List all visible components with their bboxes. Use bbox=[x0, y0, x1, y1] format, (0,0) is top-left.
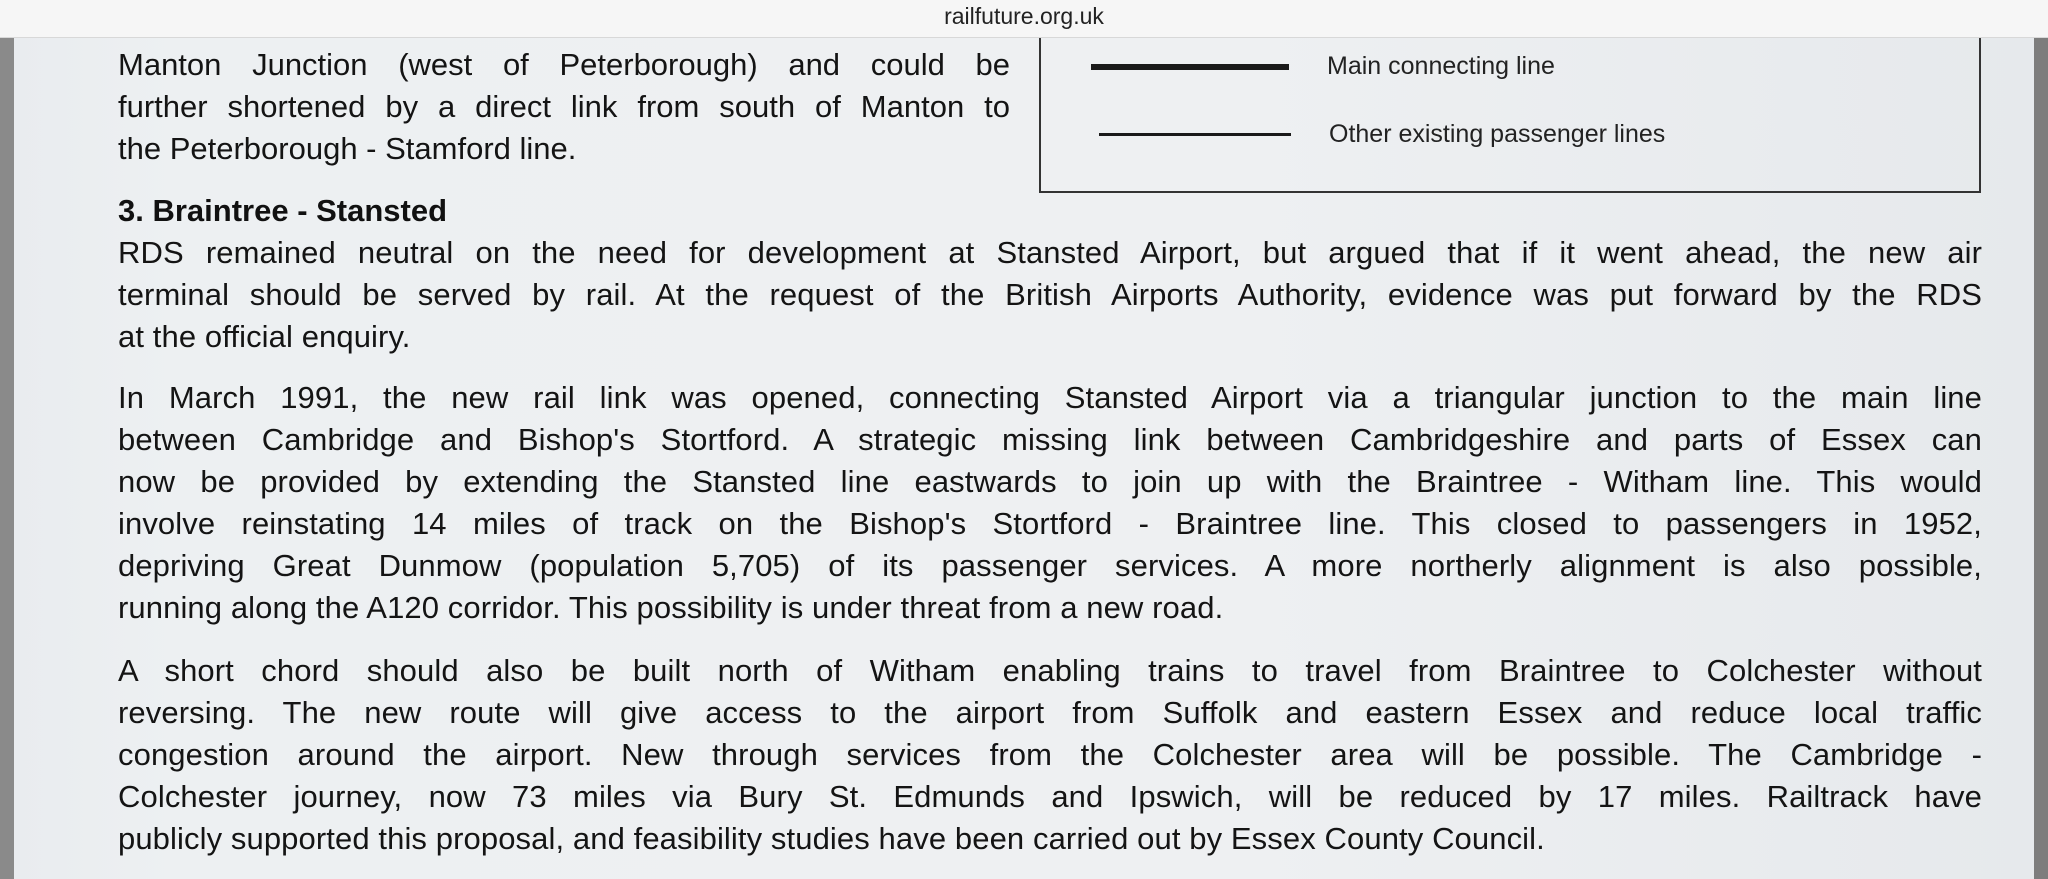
browser-address-bar[interactable] bbox=[0, 0, 2048, 38]
paragraph-line: Colchester journey, now 73 miles via Bury St. Edmunds and Ipswich, will be reduced by 17 miles. Railtrack have bbox=[118, 779, 1982, 814]
intro-line: further shortened by a direct link from south of Manton to bbox=[118, 89, 1010, 124]
paragraph-line: reversing. The new route will give access to the airport from Suffolk and eastern Essex and reduce local traffic bbox=[118, 695, 1982, 730]
paragraph-line: A short chord should also be built north of Witham enabling trains to travel from Braintree to Colchester without bbox=[118, 653, 1982, 688]
paragraph-line: at the official enquiry. bbox=[118, 319, 411, 354]
page-edge bbox=[2034, 38, 2048, 879]
paragraph-line: depriving Great Dunmow (population 5,705) of its passenger services. A more northerly alignment is also possible, bbox=[118, 548, 1982, 583]
paragraph-1 bbox=[118, 232, 1982, 358]
legend-label-other: Other existing passenger lines bbox=[1329, 120, 1666, 148]
intro-line: the Peterborough - Stamford line. bbox=[118, 131, 577, 166]
paragraph-line: congestion around the airport. New through services from the Colchester area will be possible. The Cambridge - bbox=[118, 737, 1982, 772]
paragraph-line: RDS remained neutral on the need for development at Stansted Airport, but argued that if it went ahead, the new air bbox=[118, 235, 1982, 270]
main-line-swatch bbox=[1091, 64, 1289, 70]
legend-row-main bbox=[1091, 52, 1555, 81]
legend-label-main: Main connecting line bbox=[1327, 52, 1555, 80]
paragraph-3 bbox=[118, 650, 1982, 860]
url-text[interactable]: railfuture.org.uk bbox=[944, 3, 1104, 29]
paragraph-2 bbox=[118, 377, 1982, 629]
intro-line: Manton Junction (west of Peterborough) and could be bbox=[118, 47, 1010, 82]
other-line-swatch bbox=[1099, 133, 1291, 136]
map-legend bbox=[1039, 30, 1981, 193]
paragraph-line: publicly supported this proposal, and feasibility studies have been carried out by Essex County Council. bbox=[118, 821, 1545, 856]
paragraph-line: In March 1991, the new rail link was opened, connecting Stansted Airport via a triangular junction to the main line bbox=[118, 380, 1982, 415]
paragraph-line: running along the A120 corridor. This possibility is under threat from a new road. bbox=[118, 590, 1224, 625]
intro-paragraph bbox=[118, 44, 1010, 170]
paragraph-line: now be provided by extending the Stansted line eastwards to join up with the Braintree - Witham line. This would bbox=[118, 464, 1982, 499]
paragraph-line: involve reinstating 14 miles of track on the Bishop's Stortford - Braintree line. This closed to passengers in 1952, bbox=[118, 506, 1982, 541]
legend-row-other bbox=[1099, 120, 1665, 149]
paragraph-line: between Cambridge and Bishop's Stortford. A strategic missing link between Cambridgeshire and parts of Essex can bbox=[118, 422, 1982, 457]
section-heading: 3. Braintree - Stansted bbox=[118, 193, 448, 228]
paragraph-line: terminal should be served by rail. At the request of the British Airports Authority, evidence was put forward by the RDS bbox=[118, 277, 1982, 312]
